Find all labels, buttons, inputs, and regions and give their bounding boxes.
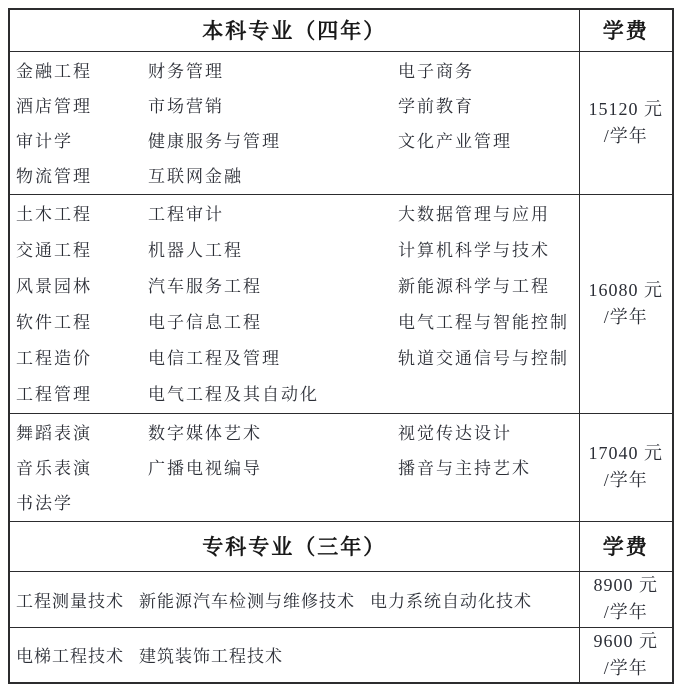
fee-unit: /学年 [603,470,648,490]
fee-amount: 16080 元 [588,279,663,300]
majors-column [148,416,398,521]
fee-cell [579,51,673,194]
major-name: 软件工程 [16,312,92,332]
major-name: 舞蹈表演 [16,423,92,443]
fee-cell [579,571,673,627]
major-name: 新能源科学与工程 [398,276,550,296]
fee-unit: /学年 [603,657,648,678]
major-name: 电子信息工程 [148,312,262,332]
major-name: 电力系统自动化技术 [370,591,532,611]
majors-inline-list [16,642,579,667]
major-name: 文化产业管理 [398,131,512,151]
majors-group-row [9,194,673,413]
majors-column [398,416,579,521]
majors-group-row [9,51,673,194]
major-name: 机器人工程 [148,240,243,260]
majors-cell [9,571,579,627]
major-name: 新能源汽车检测与维修技术 [139,591,355,611]
major-name: 计算机科学与技术 [398,240,550,260]
major-name: 大数据管理与应用 [398,204,550,224]
major-name: 物流管理 [16,166,92,186]
major-name: 审计学 [16,131,73,151]
section-title: 本科专业（四年） [9,9,579,51]
section-title: 专科专业（三年） [9,521,579,571]
major-name: 工程测量技术 [16,591,124,611]
majors-column [398,54,579,194]
major-name: 土木工程 [16,204,92,224]
majors-inline-row [9,627,673,683]
major-name: 轨道交通信号与控制 [398,348,569,368]
major-name: 市场营销 [148,96,224,116]
major-name: 电气工程与智能控制 [398,312,569,332]
tuition-fee-table [8,8,674,684]
major-name: 工程造价 [16,348,92,368]
majors-columns [16,416,579,521]
majors-column [398,197,579,413]
majors-cell [9,413,579,521]
major-name: 播音与主持艺术 [398,458,531,478]
fee-amount: 8900 元 [593,575,658,595]
major-name: 建筑装饰工程技术 [139,647,283,666]
major-name: 广播电视编导 [148,458,262,478]
fee-amount: 15120 元 [588,98,663,119]
majors-inline-list [16,587,579,612]
majors-column [16,197,148,413]
major-name: 学前教育 [398,96,474,116]
fee-cell [579,627,673,683]
majors-cell [9,51,579,194]
major-name: 视觉传达设计 [398,423,512,443]
majors-column [16,54,148,194]
tuition-fee-table-body [9,9,673,683]
major-name: 电梯工程技术 [16,647,124,666]
major-name: 交通工程 [16,240,92,260]
fee-cell [579,194,673,413]
majors-cell [9,627,579,683]
fee-cell [579,413,673,521]
majors-column [16,416,148,521]
majors-columns [16,54,579,194]
major-name: 互联网金融 [148,166,243,186]
section-header-row [9,9,673,51]
fee-column-header: 学费 [579,9,673,51]
major-name: 电气工程及其自动化 [148,384,319,404]
major-name: 酒店管理 [16,96,92,116]
major-name: 工程审计 [148,204,224,224]
major-name: 电信工程及管理 [148,348,281,368]
section-header-row [9,521,673,571]
majors-column [148,197,398,413]
fee-amount: 9600 元 [593,630,658,651]
major-name: 风景园林 [16,276,92,296]
major-name: 汽车服务工程 [148,276,262,296]
major-name: 音乐表演 [16,458,92,478]
majors-columns [16,197,579,413]
majors-cell [9,194,579,413]
major-name: 书法学 [16,493,73,513]
majors-inline-row [9,571,673,627]
major-name: 电子商务 [398,61,474,81]
major-name: 工程管理 [16,384,92,404]
fee-unit: /学年 [603,602,648,622]
major-name: 财务管理 [148,61,224,81]
fee-column-header: 学费 [579,521,673,571]
majors-group-row [9,413,673,521]
major-name: 金融工程 [16,61,92,81]
major-name: 数字媒体艺术 [148,423,262,443]
fee-unit: /学年 [603,125,648,146]
fee-unit: /学年 [603,306,648,327]
majors-column [148,54,398,194]
fee-amount: 17040 元 [588,443,663,463]
major-name: 健康服务与管理 [148,131,281,151]
